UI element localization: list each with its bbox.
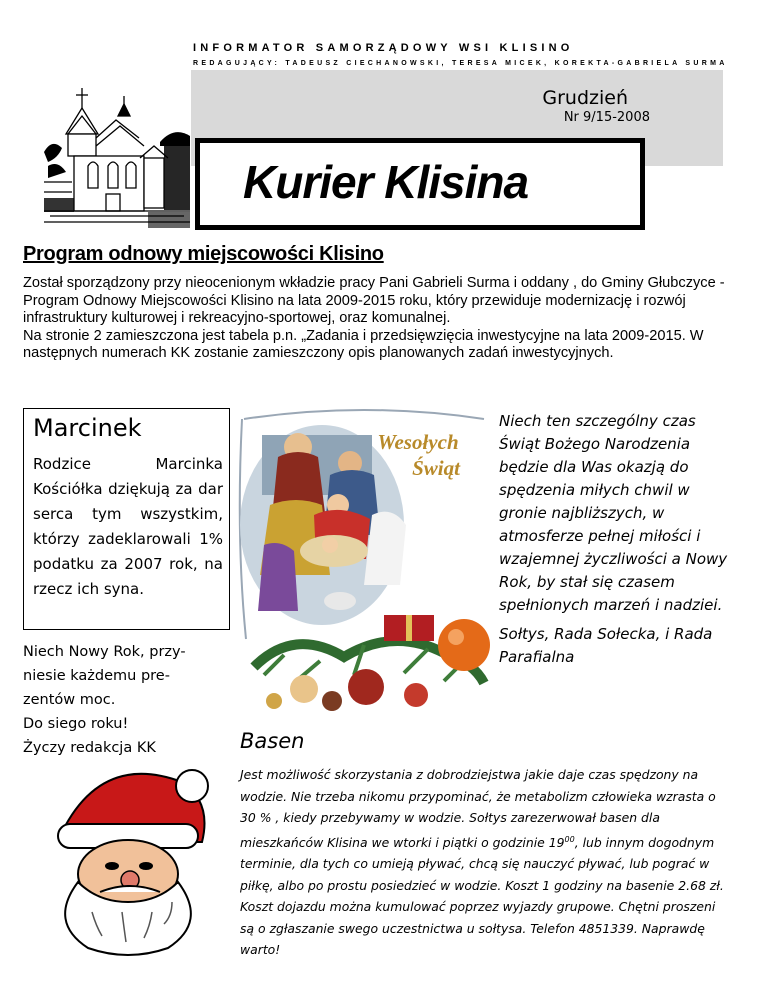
church-illustration [44, 86, 190, 231]
basen-title: Basen [240, 729, 305, 753]
article-body [23, 275, 743, 363]
article-paragraph-2: Na stronie 2 zamieszczona jest tabela p.n. „Zadania i przedsięwzięcia inwestycyjne na lata 2009-2015. W następnych numerach KK zostanie zamieszczony opis planowanych zadań inwestycyjnych. [23, 327, 704, 362]
christmas-wishes [499, 410, 734, 669]
new-year-line-3: zentów moc. [23, 692, 116, 708]
new-year-greeting [23, 640, 223, 760]
editors-line: REDAGUJĄCY: TADEUSZ CIECHANOWSKI, TERESA MICEK, KOREKTA-GABRIELA SURMA [193, 60, 728, 67]
christmas-card-illustration [234, 405, 496, 717]
issue-month: Grudzień [542, 87, 628, 109]
card-greeting-2: Świąt [412, 456, 460, 480]
new-year-line-4: Do siego roku! [23, 716, 129, 732]
basen-time-superscript: 00 [564, 834, 575, 844]
marcinek-text: Rodzice Marcinka Kościółka dziękują za dar serca tym wszystkim, którzy zadeklarowali 1% podatku za 2007 rok, na rzecz ich syna. [33, 455, 223, 598]
basen-text-part-1: Jest możliwość skorzystania z dobrodziejstwa jakie daje czas spędzony na wodzie. Nie trzeba nikomu przypominać, że metabolizm człowieka wzrasta o 30 % , kiedy przebywamy w wodzie. Sołtys zarezerwował basen dla mieszkańców Klisina we wtorki i piątki o godzinie 19 [240, 767, 716, 850]
basen-text-part-2: , lub innym dogodnym terminie, dla tych co umieją pływać, chcą się nauczyć pływać, lub pograć w piłkę, albo po prostu posiedzieć w wodzie. Koszt 1 godziny na basenie 2.68 zł. Koszt dojazdu można kumulować poprzez wyjazdy grupowe. Chętni proszeni są o zgłaszanie swego uczestnictwa u sołtysa. Telefon 4851339. Naprawdę warto! [240, 834, 724, 958]
basen-text [240, 764, 724, 961]
santa-claus-illustration [42, 762, 217, 958]
masthead: INFORMATOR SAMORZĄDOWY WSI KLISINO [193, 42, 574, 54]
wishes-text: Niech ten szczególny czas Świąt Bożego Narodzenia będzie dla Was okazją do spędzenia miłych chwil w gronie najbliższych, w atmosferze pełnej miłości i wzajemnej życzliwości a Nowy Rok, by stał się czasem spełnionych marzeń i nadziei. [499, 412, 728, 614]
article-headline: Program odnowy miejscowości Klisino [23, 243, 384, 265]
newspaper-title: Kurier Klisina [243, 156, 529, 208]
new-year-line-5: Życzy redakcja KK [23, 740, 156, 756]
new-year-line-1: Niech Nowy Rok, przy- [23, 644, 186, 660]
new-year-line-2: niesie każdemu pre- [23, 668, 170, 684]
card-greeting-1: Wesołych [377, 430, 459, 454]
article-paragraph-1: Został sporządzony przy nieocenionym wkładzie pracy Pani Gabrieli Surma i oddany , do Gminy Głubczyce - Program Odnowy Miejscowości Klisino na lata 2009-2015 roku, który przewiduje modernizację i rozwój infrastruktury kulturowej i rekreacyjno-sportowej, oraz komunalnej. [23, 275, 725, 327]
issue-number: Nr 9/15-2008 [563, 110, 650, 125]
marcinek-title: Marcinek [33, 414, 142, 442]
wishes-signature: Sołtys, Rada Sołecka, i Rada Parafialna [499, 625, 713, 666]
